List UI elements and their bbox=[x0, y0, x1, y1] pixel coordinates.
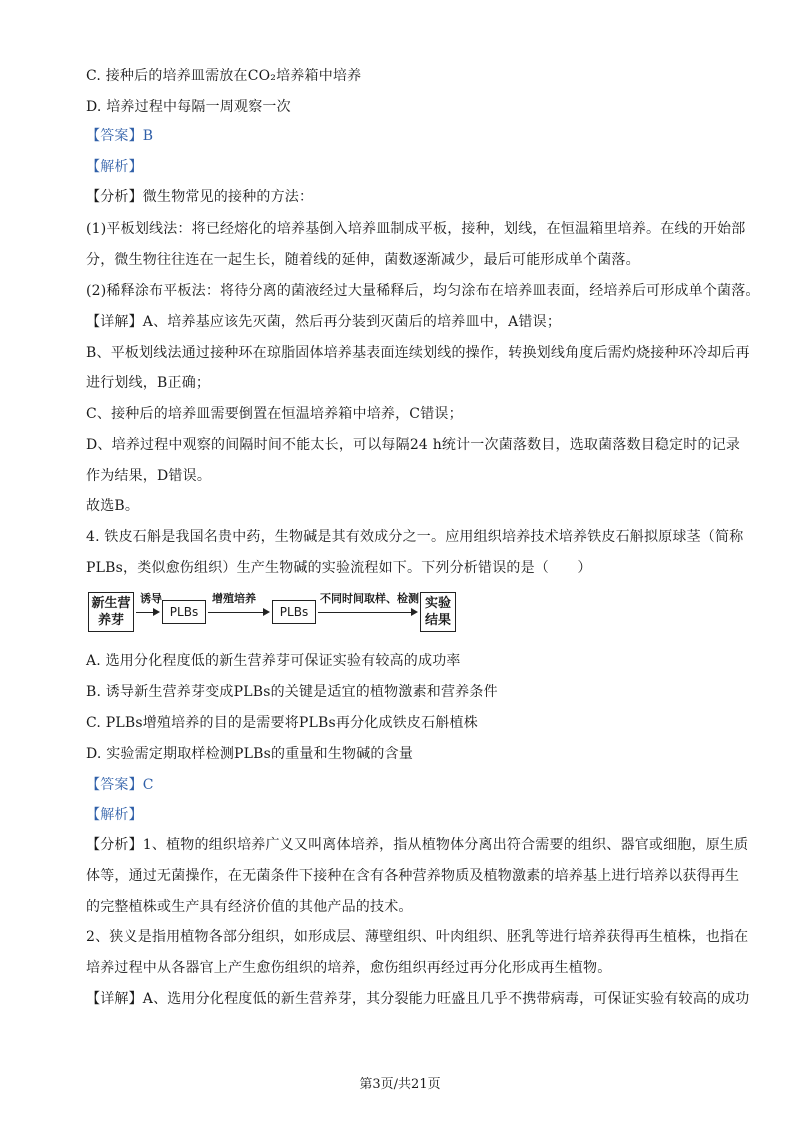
answer-tag-1: 【答案】B bbox=[86, 128, 154, 144]
flow-box-plbs-1: PLBs bbox=[162, 600, 206, 624]
detail-d-1-line-2: 作为结果，D错误。 bbox=[86, 468, 212, 484]
detail-c-1: C、接种后的培养皿需要倒置在恒温培养箱中培养，C错误； bbox=[86, 406, 463, 422]
option-c-prev: C. 接种后的培养皿需放在CO₂培养箱中培养 bbox=[86, 68, 362, 84]
method-2: (2)稀释涂布平板法：将待分离的菌液经过大量稀释后，均匀涂布在培养皿表面，经培养后可形成单个菌落。 bbox=[86, 283, 760, 299]
flow-box-plbs-2: PLBs bbox=[272, 600, 316, 624]
analysis-tag-1: 【解析】 bbox=[86, 159, 143, 175]
experiment-flowchart bbox=[88, 592, 460, 632]
flow-step-proliferate: 增殖培养 bbox=[212, 592, 256, 605]
option-b: B. 诱导新生营养芽变成PLBs的关键是适宜的植物激素和营养条件 bbox=[86, 684, 498, 700]
question-4-line-2: PLBs，类似愈伤组织）生产生物碱的实验流程如下。下列分析错误的是（ ） bbox=[86, 560, 592, 576]
detail-d-1-line-1: D、培养过程中观察的间隔时间不能太长，可以每隔24 h统计一次菌落数目，选取菌落数目稳定时的记录 bbox=[86, 437, 741, 453]
option-d-prev: D. 培养过程中每隔一周观察一次 bbox=[86, 99, 291, 115]
detail-a-2: 【详解】A、选用分化程度低的新生营养芽，其分裂能力旺盛且几乎不携带病毒，可保证实验有较高的成功 bbox=[86, 991, 750, 1007]
analysis-intro-1: 【分析】微生物常见的接种的方法： bbox=[86, 189, 314, 205]
page-footer: 第3页/共21页 bbox=[359, 1077, 441, 1092]
analysis-tag-2: 【解析】 bbox=[86, 807, 143, 823]
flow-step-sample: 不同时间取样、检测 bbox=[320, 592, 419, 605]
analysis-2-line-1: 【分析】1、植物的组织培养广义又叫离体培养，指从植物体分离出符合需要的组织、器官或细胞，原生质 bbox=[86, 837, 749, 853]
flow-arrow-3 bbox=[318, 612, 416, 613]
question-4-line-1: 4. 铁皮石斛是我国名贵中药，生物碱是其有效成分之一。应用组织培养技术培养铁皮石斛拟原球茎（简称 bbox=[86, 529, 744, 545]
detail-b-1-line-1: B、平板划线法通过接种环在琼脂固体培养基表面连续划线的操作，转换划线角度后需灼烧接种环冷却后再 bbox=[86, 345, 750, 361]
analysis-2-line-5: 培养过程中从各器官上产生愈伤组织的培养，愈伤组织再经过再分化形成再生植物。 bbox=[86, 960, 612, 976]
conclusion-1: 故选B。 bbox=[86, 498, 140, 514]
detail-a-1: 【详解】A、培养基应该先灭菌，然后再分装到灭菌后的培养皿中，A错误； bbox=[86, 314, 562, 330]
flow-box-start: 新生营养芽 bbox=[88, 592, 134, 632]
analysis-2-line-4: 2、狭义是指用植物各部分组织，如形成层、薄壁组织、叶肉组织、胚乳等进行培养获得再生植株，也指在 bbox=[86, 929, 749, 945]
flow-step-induce: 诱导 bbox=[140, 592, 162, 605]
analysis-2-line-2: 体等，通过无菌操作，在无菌条件下接种在含有各种营养物质及植物激素的培养基上进行培养以获得再生 bbox=[86, 868, 740, 884]
option-d: D. 实验需定期取样检测PLBs的重量和生物碱的含量 bbox=[86, 746, 414, 762]
flow-box-end: 实验结果 bbox=[420, 592, 456, 632]
option-a: A. 选用分化程度低的新生营养芽可保证实验有较高的成功率 bbox=[86, 653, 461, 669]
detail-b-1-line-2: 进行划线，B正确； bbox=[86, 375, 211, 391]
method-1-line-1: (1)平板划线法：将已经熔化的培养基倒入培养皿制成平板，接种，划线，在恒温箱里培养。在线的开始部 bbox=[86, 221, 746, 237]
answer-tag-2: 【答案】C bbox=[86, 777, 154, 793]
method-1-line-2: 分，微生物往往连在一起生长，随着线的延伸，菌数逐渐减少，最后可能形成单个菌落。 bbox=[86, 252, 640, 268]
analysis-2-line-3: 的完整植株或生产具有经济价值的其他产品的技术。 bbox=[86, 899, 413, 915]
flow-arrow-2 bbox=[208, 612, 268, 613]
flow-arrow-1 bbox=[136, 612, 158, 613]
option-c: C. PLBs增殖培养的目的是需要将PLBs再分化成铁皮石斛植株 bbox=[86, 715, 478, 731]
